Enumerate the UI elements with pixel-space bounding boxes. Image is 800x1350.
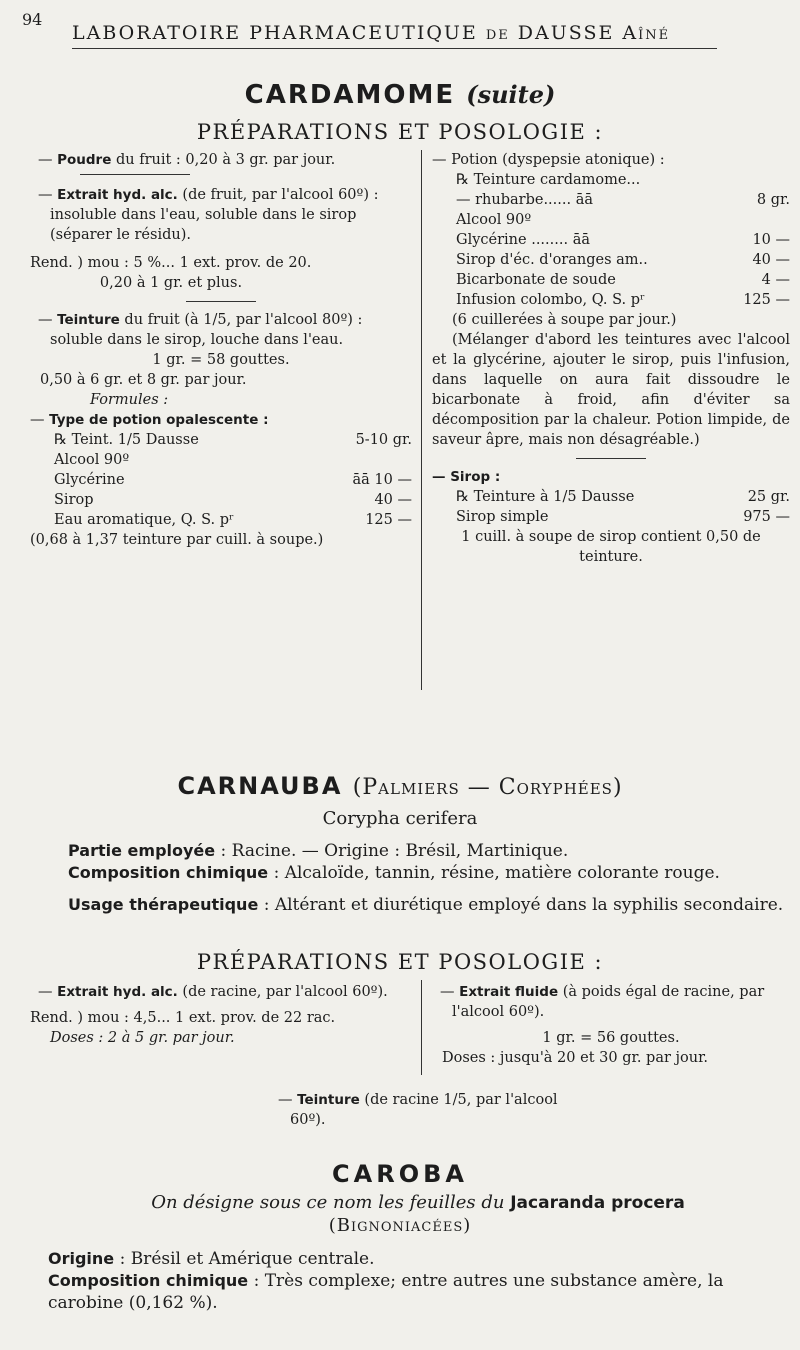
formula-item	[456, 270, 790, 290]
carnauba-right-doses: Doses : jusqu'à 20 et 30 gr. par jour.	[442, 1050, 709, 1066]
formules-label: Formules :	[90, 392, 169, 408]
ingredient-quantity: 4 —	[761, 272, 790, 288]
dyspepsie-formula	[432, 170, 790, 310]
separator	[80, 174, 190, 175]
carnauba-description	[68, 840, 788, 916]
formula-item	[456, 190, 790, 210]
ingredient-quantity	[348, 450, 412, 470]
teinture-entry: — Teinture du fruit (à 1/5, par l'alcool 80º) : soluble dans le sirop, louche dans l'eau.	[38, 312, 363, 348]
caroba-composition-line: Composition chimique : Très complexe; entre autres une substance amère, la carobine (0,162 %).	[48, 1271, 724, 1313]
formula-item	[456, 507, 790, 527]
ingredient-name: Bicarbonate de soude	[456, 272, 616, 288]
ingredient-name: Glycérine ........ āā	[456, 232, 590, 248]
formula-item	[456, 230, 790, 250]
potion-formula	[30, 430, 412, 530]
running-title: LABORATOIRE PHARMACEUTIQUE de DAUSSE Aîné	[72, 22, 671, 44]
ingredient-name: ℞ Teint. 1/5 Dausse	[54, 432, 199, 448]
ingredient-name: Glycérine	[54, 472, 125, 488]
ingredient-name: Sirop d'éc. d'oranges am..	[456, 252, 648, 268]
separator	[576, 458, 646, 459]
carnauba-prep-heading: PRÉPARATIONS ET POSOLOGIE :	[196, 950, 604, 974]
ingredient-name: Alcool 90º	[456, 212, 532, 228]
sirop-label: — Sirop :	[432, 469, 501, 485]
cardamome-prep-heading: PRÉPARATIONS ET POSOLOGIE :	[196, 120, 604, 144]
ingredient-name: ℞ Teinture cardamome...	[456, 172, 641, 188]
ingredient-quantity	[726, 210, 790, 230]
ingredient-quantity: 10 —	[752, 232, 790, 248]
carnauba-right-column	[432, 982, 790, 1068]
type-potion-line: — Type de potion opalescente :	[30, 412, 269, 428]
ingredient-quantity: 125 —	[743, 292, 790, 308]
dose-line: 0,20 à 1 gr. et plus.	[99, 275, 243, 291]
cardamome-left-column	[30, 150, 412, 550]
carnauba-family: (Palmiers — Coryphées)	[352, 775, 623, 800]
ingredient-name: Eau aromatique, Q. S. pʳ	[54, 512, 235, 528]
formula-item	[54, 430, 412, 450]
separator	[186, 301, 256, 302]
melanger-paragraph: (Mélanger d'abord les teintures avec l'alcool et la glycérine, ajouter le sirop, puis l'infusion, dans laquelle on aura fait dissoudre le bicarbonate à froid, afin d'éviter sa décomposition par la chaleur. Potion limpide, de saveur âpre, mais non désagréable.)	[432, 332, 790, 448]
caroba-description	[48, 1248, 788, 1314]
poudre-entry: — Poudre du fruit : 0,20 à 3 gr. par jour.	[38, 152, 336, 168]
formula-item	[456, 170, 790, 190]
page-number: 94	[22, 10, 43, 29]
section-title-carnauba	[0, 772, 800, 800]
ingredient-name: Alcool 90º	[54, 452, 130, 468]
cuillerees-line: (6 cuillerées à soupe par jour.)	[452, 312, 677, 328]
formula-item	[456, 290, 790, 310]
header-rule	[72, 48, 717, 49]
ingredient-quantity: 5-10 gr.	[355, 432, 412, 448]
ingredient-quantity: 25 gr.	[747, 489, 790, 505]
sirop-note: 1 cuill. à soupe de sirop contient 0,50 de teinture.	[461, 529, 761, 565]
formula-item	[54, 510, 412, 530]
formula-item	[456, 210, 790, 230]
rend-line: Rend. ) mou : 5 %... 1 ext. prov. de 20.	[30, 255, 312, 271]
gouttes-line: 1 gr. = 58 gouttes.	[152, 352, 290, 368]
ingredient-quantity: 40 —	[752, 252, 790, 268]
formula-item	[54, 470, 412, 490]
ingredient-quantity: 125 —	[365, 512, 412, 528]
column-divider	[421, 150, 422, 690]
ingredient-quantity: 40 —	[374, 492, 412, 508]
potion-note: (0,68 à 1,37 teinture par cuill. à soupe.)	[30, 532, 324, 548]
composition-line: Composition chimique : Alcaloïde, tannin, résine, matière colorante rouge.	[68, 863, 720, 883]
carnauba-extrait-fluide: — Extrait fluide (à poids égal de racine, par l'alcool 60º).	[440, 984, 765, 1020]
cardamome-title: CARDAMOME	[244, 80, 456, 110]
ingredient-name: Infusion colombo, Q. S. pʳ	[456, 292, 646, 308]
carnauba-latin-name: Corypha cerifera	[322, 808, 478, 829]
ingredient-name: ℞ Teinture à 1/5 Dausse	[456, 489, 635, 505]
ingredient-quantity: 975 —	[743, 509, 790, 525]
cardamome-suite: (suite)	[466, 80, 556, 109]
potion-dyspepsie-title: — Potion (dyspepsie atonique) :	[432, 152, 665, 168]
carnauba-title: CARNAUBA	[177, 772, 343, 800]
ingredient-name: — rhubarbe...... āā	[456, 192, 593, 208]
ingredient-quantity: āā 10 —	[352, 472, 412, 488]
carnauba-teinture: — Teinture (de racine 1/5, par l'alcool 60º).	[278, 1092, 558, 1128]
carnauba-left-column	[30, 982, 412, 1048]
section-title-cardamome	[0, 80, 800, 110]
caroba-designation: On désigne sous ce nom les feuilles du Jacaranda procera	[151, 1192, 685, 1213]
cardamome-right-column	[432, 150, 790, 567]
partie-line: Partie employée : Racine. — Origine : Brésil, Martinique.	[68, 841, 569, 861]
usage-line: Usage thérapeutique : Altérant et diurétique employé dans la syphilis secondaire.	[68, 895, 784, 915]
caroba-origine-line: Origine : Brésil et Amérique centrale.	[48, 1249, 375, 1269]
ingredient-name: Sirop	[54, 492, 94, 508]
ingredient-name: Sirop simple	[456, 509, 549, 525]
formula-item	[54, 490, 412, 510]
carnauba-doses-line: Doses : 2 à 5 gr. par jour.	[50, 1030, 235, 1046]
carnauba-rend-line: Rend. ) mou : 4,5... 1 ext. prov. de 22 rac.	[30, 1010, 336, 1026]
per-day-line: 0,50 à 6 gr. et 8 gr. par jour.	[40, 372, 247, 388]
column-divider	[421, 980, 422, 1075]
caroba-title: CAROBA	[332, 1160, 468, 1188]
extrait-entry: — Extrait hyd. alc. (de fruit, par l'alcool 60º) : insoluble dans l'eau, soluble dans le sirop (séparer le résidu).	[38, 187, 379, 243]
formula-item	[456, 250, 790, 270]
formula-item	[54, 450, 412, 470]
carnauba-gouttes-line: 1 gr. = 56 gouttes.	[542, 1030, 680, 1046]
sirop-formula	[432, 487, 790, 527]
carnauba-extrait-entry: — Extrait hyd. alc. (de racine, par l'alcool 60º).	[38, 984, 388, 1000]
formula-item	[456, 487, 790, 507]
ingredient-quantity: 8 gr.	[756, 192, 790, 208]
ingredient-quantity	[726, 170, 790, 190]
caroba-family: (Bignoniacées)	[328, 1215, 472, 1236]
